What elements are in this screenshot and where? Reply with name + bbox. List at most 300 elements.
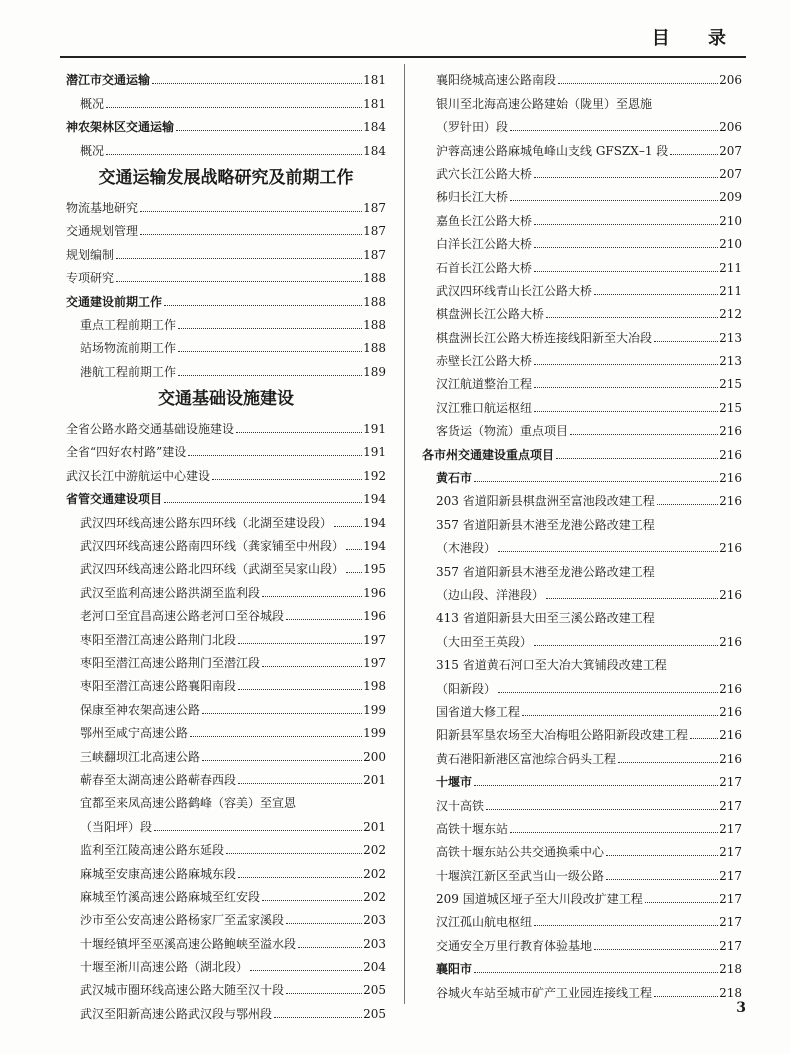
toc-entry-page: 217 — [719, 775, 742, 790]
toc-entry-page: 218 — [719, 962, 742, 977]
toc-entry-title: （阳新段） — [436, 681, 497, 696]
dot-leader — [670, 154, 718, 155]
toc-entry-page: 184 — [363, 143, 386, 158]
dot-leader — [474, 972, 718, 973]
toc-entry-page: 207 — [719, 166, 742, 181]
toc-entry-page: 217 — [719, 892, 742, 907]
toc-entry-title: 枣阳至潜江高速公路襄阳南段 — [80, 679, 237, 694]
toc-entry-page: 188 — [363, 271, 386, 286]
toc-entry-page: 215 — [719, 400, 742, 415]
dot-leader — [190, 736, 362, 737]
toc-entry-title: 全省公路水路交通基础设施建设 — [66, 422, 235, 437]
toc-entry-title: 谷城火车站至城市矿产工业园连接线工程 — [436, 985, 653, 1000]
toc-entry-page: 215 — [719, 377, 742, 392]
toc-right-column — [422, 64, 742, 1004]
toc-entry-page: 216 — [719, 587, 742, 602]
toc-entry-title: 全省“四好农村路”建设 — [66, 445, 187, 460]
dot-leader — [178, 351, 362, 352]
toc-entry-page: 199 — [363, 702, 386, 717]
toc-entry-title: 襄阳绕城高速公路南段 — [436, 73, 557, 88]
dot-leader — [334, 526, 362, 527]
toc-entry[interactable] — [422, 111, 742, 134]
dot-leader — [618, 762, 718, 763]
toc-entry-page: 181 — [363, 73, 386, 88]
toc-entry-title: 413 省道阳新县大田至三溪公路改建工程 — [436, 611, 655, 626]
dot-leader — [498, 692, 718, 693]
toc-entry-page: 216 — [719, 471, 742, 486]
section-heading: 交通运输发展战略研究及前期工作 — [98, 167, 354, 188]
toc-entry[interactable] — [422, 462, 742, 485]
dot-leader — [606, 855, 718, 856]
toc-entry-title: 站场物流前期工作 — [80, 341, 177, 356]
toc-entry[interactable] — [66, 834, 386, 857]
toc-entry[interactable] — [66, 764, 386, 787]
toc-entry[interactable] — [422, 766, 742, 789]
toc-entry[interactable] — [66, 285, 386, 308]
toc-entry[interactable] — [422, 321, 742, 344]
dot-leader — [534, 271, 718, 272]
dot-leader — [298, 947, 362, 948]
toc-entry[interactable] — [422, 345, 742, 368]
toc-entry[interactable] — [422, 976, 742, 999]
toc-entry-title: 汉江航道整治工程 — [436, 377, 533, 392]
dot-leader — [262, 666, 362, 667]
toc-entry-page: 196 — [363, 585, 386, 600]
toc-entry-title: 国省道大修工程 — [436, 704, 521, 719]
toc-entry-title: 汉江孤山航电枢纽 — [436, 915, 533, 930]
dot-leader — [556, 458, 718, 459]
dot-leader — [510, 200, 718, 201]
toc-entry-title: （边山段、洋港段） — [436, 587, 545, 602]
dot-leader — [486, 809, 718, 810]
dot-leader — [594, 949, 718, 950]
dot-leader — [178, 328, 362, 329]
toc-entry-title: 阳新县军垦农场至大冶梅咀公路阳新段改建工程 — [436, 728, 689, 743]
toc-entry[interactable] — [422, 87, 742, 110]
toc-entry[interactable] — [66, 87, 386, 110]
dot-leader — [274, 1017, 362, 1018]
dot-leader — [152, 83, 362, 84]
toc-left-column — [66, 64, 386, 1021]
toc-entry[interactable] — [422, 204, 742, 227]
toc-entry-title: 麻城至安康高速公路麻城东段 — [80, 866, 237, 881]
toc-entry[interactable] — [422, 579, 742, 602]
toc-entry-page: 217 — [719, 845, 742, 860]
toc-entry-page: 202 — [363, 889, 386, 904]
dot-leader — [534, 387, 718, 388]
toc-entry[interactable] — [422, 625, 742, 648]
toc-entry-title: 十堰滨江新区至武当山一级公路 — [436, 868, 605, 883]
toc-entry-title: （木港段） — [436, 541, 497, 556]
dot-leader — [474, 785, 718, 786]
toc-entry-page: 207 — [719, 143, 742, 158]
toc-entry-page: 202 — [363, 866, 386, 881]
toc-entry-title: 交通规划管理 — [66, 224, 139, 239]
dot-leader — [286, 619, 362, 620]
toc-entry[interactable] — [422, 929, 742, 952]
dot-leader — [106, 107, 362, 108]
toc-entry[interactable] — [422, 368, 742, 391]
toc-entry-title: 武汉城市圈环线高速公路大随至汉十段 — [80, 983, 285, 998]
toc-entry-title: 209 国道城区垭子至大川段改扩建工程 — [436, 892, 643, 907]
toc-entry-page: 213 — [719, 330, 742, 345]
toc-entry[interactable] — [422, 64, 742, 87]
dot-leader — [164, 305, 362, 306]
toc-entry[interactable] — [66, 553, 386, 576]
dot-leader — [116, 281, 362, 282]
toc-entry-title: 315 省道黄石河口至大冶大箕铺段改建工程 — [436, 658, 667, 673]
toc-entry-page: 209 — [719, 190, 742, 205]
dot-leader — [606, 879, 718, 880]
toc-entry[interactable] — [66, 670, 386, 693]
toc-entry[interactable] — [66, 927, 386, 950]
toc-entry[interactable] — [66, 530, 386, 553]
dot-leader — [546, 317, 718, 318]
toc-entry[interactable] — [422, 415, 742, 438]
toc-entry-page: 194 — [363, 539, 386, 554]
toc-entry-page: 216 — [719, 728, 742, 743]
toc-entry-title: 汉江雅口航运枢纽 — [436, 400, 533, 415]
toc-entry-page: 202 — [363, 843, 386, 858]
toc-entry[interactable] — [66, 483, 386, 506]
toc-entry-page: 206 — [719, 120, 742, 135]
toc-entry-title: 沪蓉高速公路麻城龟峰山支线 GFSZX–1 段 — [436, 143, 669, 158]
toc-entry[interactable] — [422, 696, 742, 719]
dot-leader — [657, 504, 718, 505]
toc-entry-page: 212 — [719, 307, 742, 322]
toc-entry[interactable] — [422, 158, 742, 181]
toc-entry[interactable] — [66, 693, 386, 716]
toc-entry[interactable] — [66, 951, 386, 974]
toc-entry-page: 197 — [363, 655, 386, 670]
toc-entry-title: 武穴长江公路大桥 — [436, 166, 533, 181]
toc-entry-page: 201 — [363, 772, 386, 787]
toc-entry[interactable] — [422, 602, 742, 625]
dot-leader — [238, 643, 362, 644]
toc-entry-page: 217 — [719, 798, 742, 813]
dot-leader — [534, 645, 718, 646]
dot-leader — [546, 598, 718, 599]
toc-entry[interactable] — [66, 355, 386, 378]
dot-leader — [510, 130, 718, 131]
toc-entry-page: 191 — [363, 422, 386, 437]
dot-leader — [690, 738, 718, 739]
toc-entry-title: 港航工程前期工作 — [80, 364, 177, 379]
dot-leader — [558, 83, 718, 84]
toc-entry-page: 203 — [363, 913, 386, 928]
toc-entry-page: 216 — [719, 751, 742, 766]
column-divider — [404, 64, 405, 1004]
toc-entry-page: 196 — [363, 609, 386, 624]
toc-entry-page: 194 — [363, 515, 386, 530]
toc-entry[interactable] — [422, 438, 742, 461]
toc-entry[interactable] — [422, 742, 742, 765]
dot-leader — [474, 481, 718, 482]
toc-entry-page: 188 — [363, 294, 386, 309]
toc-entry[interactable] — [422, 719, 742, 742]
toc-entry-page: 203 — [363, 936, 386, 951]
toc-entry-title: 汉十高铁 — [436, 798, 485, 813]
dot-leader — [262, 900, 362, 901]
toc-entry-page: 211 — [719, 260, 742, 275]
toc-entry-title: 武汉四环线高速公路东四环线（北湖至建设段） — [80, 515, 333, 530]
dot-leader — [534, 411, 718, 412]
dot-leader — [645, 902, 718, 903]
toc-entry[interactable] — [422, 228, 742, 251]
toc-entry-title: 客货运（物流）重点项目 — [436, 424, 569, 439]
dot-leader — [238, 689, 362, 690]
toc-entry-page: 195 — [363, 562, 386, 577]
toc-entry-title: 银川至北海高速公路建始（陇里）至恩施 — [436, 96, 653, 111]
toc-entry-title: 规划编制 — [66, 247, 115, 262]
toc-entry[interactable] — [66, 997, 386, 1020]
toc-entry[interactable] — [66, 111, 386, 134]
dot-leader — [262, 596, 362, 597]
toc-entry[interactable] — [422, 859, 742, 882]
toc-entry-title: 秭归长江大桥 — [436, 190, 509, 205]
toc-entry-page: 217 — [719, 868, 742, 883]
dot-leader — [534, 925, 718, 926]
toc-entry-title: 石首长江公路大桥 — [436, 260, 533, 275]
toc-entry-page: 216 — [719, 681, 742, 696]
section-heading: 交通基础设施建设 — [158, 388, 294, 409]
toc-entry-title: 枣阳至潜江高速公路荆门北段 — [80, 632, 237, 647]
toc-entry[interactable] — [66, 717, 386, 740]
toc-entry-title: 神农架林区交通运输 — [66, 120, 175, 135]
toc-entry[interactable] — [66, 64, 386, 87]
dot-leader — [654, 341, 718, 342]
toc-entry-title: 各市州交通建设重点项目 — [422, 447, 555, 462]
toc-entry-page: 187 — [363, 224, 386, 239]
dot-leader — [202, 713, 362, 714]
toc-entry[interactable] — [66, 740, 386, 763]
dot-leader — [202, 760, 362, 761]
toc-entry[interactable] — [66, 881, 386, 904]
toc-entry-title: 357 省道阳新县木港至龙港公路改建工程 — [436, 564, 655, 579]
dot-leader — [654, 996, 718, 997]
toc-entry-title: 蕲春至太湖高速公路蕲春西段 — [80, 772, 237, 787]
toc-entry-title: 十堰市 — [436, 775, 473, 790]
dot-leader — [212, 479, 362, 480]
toc-entry-page: 184 — [363, 120, 386, 135]
dot-leader — [534, 177, 718, 178]
dot-leader — [226, 853, 362, 854]
toc-entry[interactable] — [66, 623, 386, 646]
toc-entry-page: 205 — [363, 983, 386, 998]
dot-leader — [236, 432, 362, 433]
toc-entry-page: 216 — [719, 494, 742, 509]
toc-entry[interactable] — [422, 953, 742, 976]
dot-leader — [286, 923, 362, 924]
toc-entry[interactable] — [66, 506, 386, 529]
toc-entry[interactable] — [422, 906, 742, 929]
toc-entry-page: 211 — [719, 283, 742, 298]
dot-leader — [346, 549, 362, 550]
toc-entry[interactable] — [422, 251, 742, 274]
toc-entry-title: 物流基地研究 — [66, 200, 139, 215]
toc-entry[interactable] — [66, 413, 386, 436]
toc-entry-title: 重点工程前期工作 — [80, 317, 177, 332]
dot-leader — [188, 455, 362, 456]
toc-entry-title: 鄂州至咸宁高速公路 — [80, 726, 189, 741]
toc-entry-page: 216 — [719, 447, 742, 462]
toc-entry-title: 武汉长江中游航运中心建设 — [66, 468, 211, 483]
toc-entry-page: 189 — [363, 364, 386, 379]
dot-leader — [106, 154, 362, 155]
toc-entry-title: 潜江市交通运输 — [66, 73, 151, 88]
toc-entry[interactable] — [422, 508, 742, 531]
toc-entry-title: 枣阳至潜江高速公路荆门至潜江段 — [80, 655, 261, 670]
toc-entry[interactable] — [66, 787, 386, 810]
toc-entry[interactable] — [422, 836, 742, 859]
toc-entry-title: 三峡翻坝江北高速公路 — [80, 749, 201, 764]
toc-entry[interactable] — [422, 298, 742, 321]
toc-entry-page: 187 — [363, 200, 386, 215]
toc-entry-title: 黄石港阳新港区富池综合码头工程 — [436, 751, 617, 766]
dot-leader — [534, 364, 718, 365]
toc-entry-page: 210 — [719, 237, 742, 252]
toc-entry[interactable] — [66, 215, 386, 238]
toc-entry[interactable] — [66, 459, 386, 482]
toc-entry-title: 省管交通建设项目 — [66, 492, 163, 507]
toc-entry-title: 交通安全万里行教育体验基地 — [436, 938, 593, 953]
dot-leader — [164, 502, 362, 503]
toc-entry[interactable] — [422, 555, 742, 578]
toc-entry-page: 205 — [363, 1006, 386, 1021]
toc-entry-title: 棋盘洲长江公路大桥连接线阳新至大冶段 — [436, 330, 653, 345]
toc-entry-title: 十堰经镇坪至巫溪高速公路鲍峡至溢水段 — [80, 936, 297, 951]
dot-leader — [594, 294, 718, 295]
toc-entry-title: 黄石市 — [436, 471, 473, 486]
dot-leader — [154, 830, 362, 831]
toc-entry-title: 襄阳市 — [436, 962, 473, 977]
toc-entry-title: 高铁十堰东站公共交通换乘中心 — [436, 845, 605, 860]
page-number: 3 — [736, 1000, 746, 1016]
toc-entry-page: 191 — [363, 445, 386, 460]
dot-leader — [238, 783, 362, 784]
toc-entry-page: 188 — [363, 341, 386, 356]
toc-entry-page: 188 — [363, 317, 386, 332]
toc-entry-title: 专项研究 — [66, 271, 115, 286]
dot-leader — [140, 211, 362, 212]
toc-entry-title: 武汉四环线青山长江公路大桥 — [436, 283, 593, 298]
toc-entry-page: 204 — [363, 960, 386, 975]
toc-entry[interactable] — [66, 810, 386, 833]
toc-entry[interactable] — [422, 672, 742, 695]
dot-leader — [534, 224, 718, 225]
toc-entry-title: 棋盘洲长江公路大桥 — [436, 307, 545, 322]
dot-leader — [570, 434, 718, 435]
dot-leader — [250, 970, 362, 971]
toc-entry-title: 203 省道阳新县棋盘洲至富池段改建工程 — [436, 494, 655, 509]
toc-entry-title: 武汉至监利高速公路洪湖至监利段 — [80, 585, 261, 600]
toc-entry-title: 赤壁长江公路大桥 — [436, 354, 533, 369]
toc-entry-title: 宜都至来凤高速公路鹤峰（容美）至宣恩 — [80, 796, 297, 811]
toc-entry-title: 概况 — [80, 96, 105, 111]
toc-entry-title: 麻城至竹溪高速公路麻城至红安段 — [80, 889, 261, 904]
toc-entry-title: （罗针田）段 — [436, 120, 509, 135]
toc-entry[interactable] — [66, 309, 386, 332]
toc-entry[interactable] — [422, 134, 742, 157]
toc-entry-page: 199 — [363, 726, 386, 741]
toc-entry[interactable] — [66, 857, 386, 880]
toc-entry[interactable] — [422, 813, 742, 836]
dot-leader — [176, 130, 362, 131]
toc-entry-title: 武汉四环线高速公路北四环线（武湖至吴家山段） — [80, 562, 345, 577]
toc-entry-page: 200 — [363, 749, 386, 764]
toc-entry[interactable] — [422, 532, 742, 555]
dot-leader — [510, 832, 718, 833]
toc-entry-title: 保康至神农架高速公路 — [80, 702, 201, 717]
toc-entry[interactable] — [66, 647, 386, 670]
dot-leader — [346, 572, 362, 573]
toc-entry[interactable] — [422, 275, 742, 298]
toc-entry-page: 218 — [719, 985, 742, 1000]
dot-leader — [238, 877, 362, 878]
page-header-title: 目 录 — [651, 28, 742, 49]
toc-entry-title: 沙市至公安高速公路杨家厂至孟家溪段 — [80, 913, 285, 928]
toc-entry-title: 高铁十堰东站 — [436, 821, 509, 836]
toc-entry[interactable] — [66, 904, 386, 927]
dot-leader — [178, 375, 362, 376]
toc-entry[interactable] — [422, 789, 742, 812]
toc-entry-title: 357 省道阳新县木港至龙港公路改建工程 — [436, 517, 655, 532]
toc-entry-page: 181 — [363, 96, 386, 111]
toc-entry[interactable] — [422, 485, 742, 508]
dot-leader — [286, 993, 362, 994]
toc-entry-title: 武汉至阳新高速公路武汉段与鄂州段 — [80, 1006, 273, 1021]
toc-entry-page: 187 — [363, 247, 386, 262]
toc-entry[interactable] — [66, 436, 386, 459]
dot-leader — [498, 551, 718, 552]
toc-entry[interactable] — [66, 238, 386, 261]
dot-leader — [140, 234, 362, 235]
dot-leader — [534, 247, 718, 248]
toc-entry-page: 216 — [719, 704, 742, 719]
toc-entry-title: （大田至王英段） — [436, 634, 533, 649]
toc-entry-page: 217 — [719, 821, 742, 836]
toc-entry-title: 老河口至宜昌高速公路老河口至谷城段 — [80, 609, 285, 624]
dot-leader — [522, 715, 718, 716]
toc-entry-title: （当阳坪）段 — [80, 819, 153, 834]
toc-entry-page: 192 — [363, 468, 386, 483]
toc-entry[interactable] — [66, 600, 386, 623]
toc-entry[interactable] — [422, 391, 742, 414]
toc-entry[interactable] — [66, 576, 386, 599]
toc-entry-page: 197 — [363, 632, 386, 647]
toc-entry[interactable] — [66, 262, 386, 285]
dot-leader — [116, 258, 362, 259]
toc-entry[interactable] — [66, 192, 386, 215]
toc-entry-title: 嘉鱼长江公路大桥 — [436, 213, 533, 228]
toc-entry[interactable] — [66, 332, 386, 355]
toc-entry-page: 213 — [719, 354, 742, 369]
toc-entry-page: 210 — [719, 213, 742, 228]
toc-entry-page: 217 — [719, 938, 742, 953]
toc-entry-page: 201 — [363, 819, 386, 834]
toc-entry[interactable] — [66, 974, 386, 997]
toc-entry[interactable] — [422, 649, 742, 672]
toc-entry-page: 216 — [719, 634, 742, 649]
toc-entry-page: 198 — [363, 679, 386, 694]
toc-entry[interactable] — [422, 181, 742, 204]
toc-entry-page: 194 — [363, 492, 386, 507]
toc-entry[interactable] — [66, 134, 386, 157]
toc-entry[interactable] — [422, 883, 742, 906]
toc-entry-title: 十堰至淅川高速公路（湖北段） — [80, 960, 249, 975]
header-rule — [60, 56, 746, 58]
toc-entry-page: 206 — [719, 73, 742, 88]
